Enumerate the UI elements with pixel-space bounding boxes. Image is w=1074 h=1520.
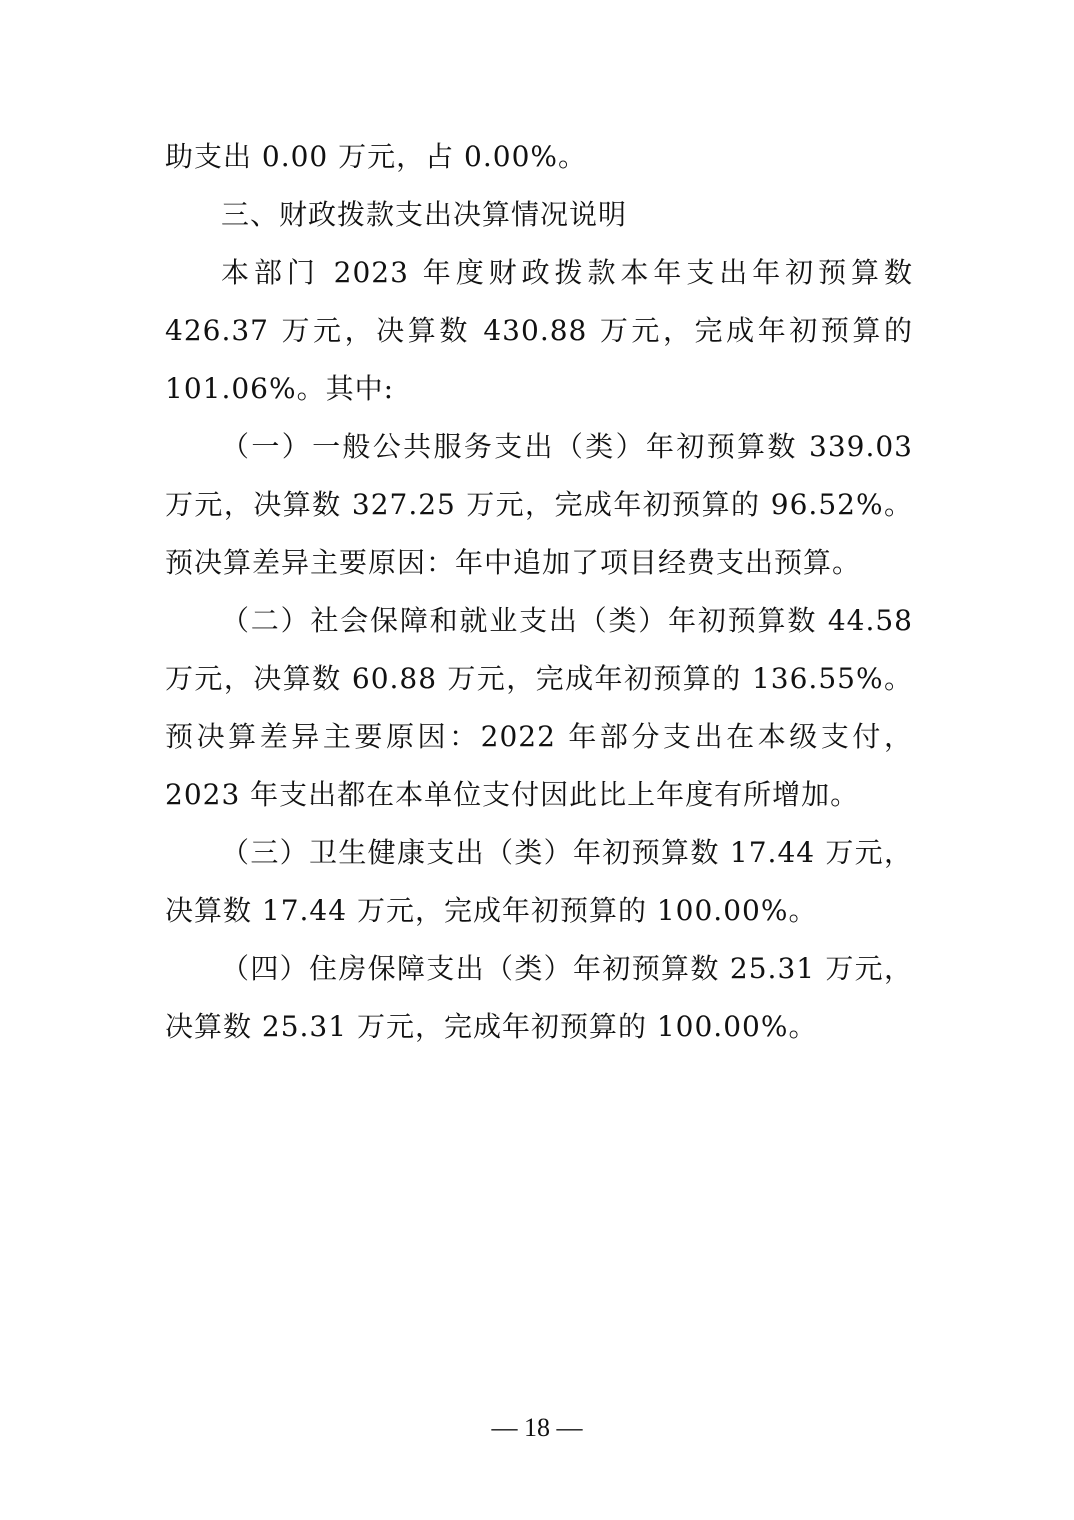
paragraph-item-3: （三）卫生健康支出（类）年初预算数 17.44 万元，决算数 17.44 万元，完成年初预算的 100.00%。: [165, 836, 913, 927]
paragraph-item-2: （二）社会保障和就业支出（类）年初预算数 44.58 万元，决算数 60.88 万元，完成年初预算的 136.55%。预决算差异主要原因：2022 年部分支出在本级支付，2023 年支出都在本单位支付因此比上年度有所增加。: [165, 604, 913, 811]
page-number: — 18 —: [491, 1413, 583, 1442]
paragraph-continuation: 助支出 0.00 万元，占 0.00%。: [165, 140, 587, 173]
section-heading: 三、财政拨款支出决算情况说明: [221, 198, 628, 231]
paragraph-item-1: （一）一般公共服务支出（类）年初预算数 339.03 万元，决算数 327.25 万元，完成年初预算的 96.52%。预决算差异主要原因：年中追加了项目经费支出预算。: [165, 430, 913, 579]
paragraph-summary: 本部门 2023 年度财政拨款本年支出年初预算数 426.37 万元，决算数 430.88 万元，完成年初预算的 101.06%。其中:: [165, 256, 913, 405]
paragraph-item-4: （四）住房保障支出（类）年初预算数 25.31 万元，决算数 25.31 万元，完成年初预算的 100.00%。: [165, 952, 913, 1043]
document-body: [165, 128, 913, 1056]
